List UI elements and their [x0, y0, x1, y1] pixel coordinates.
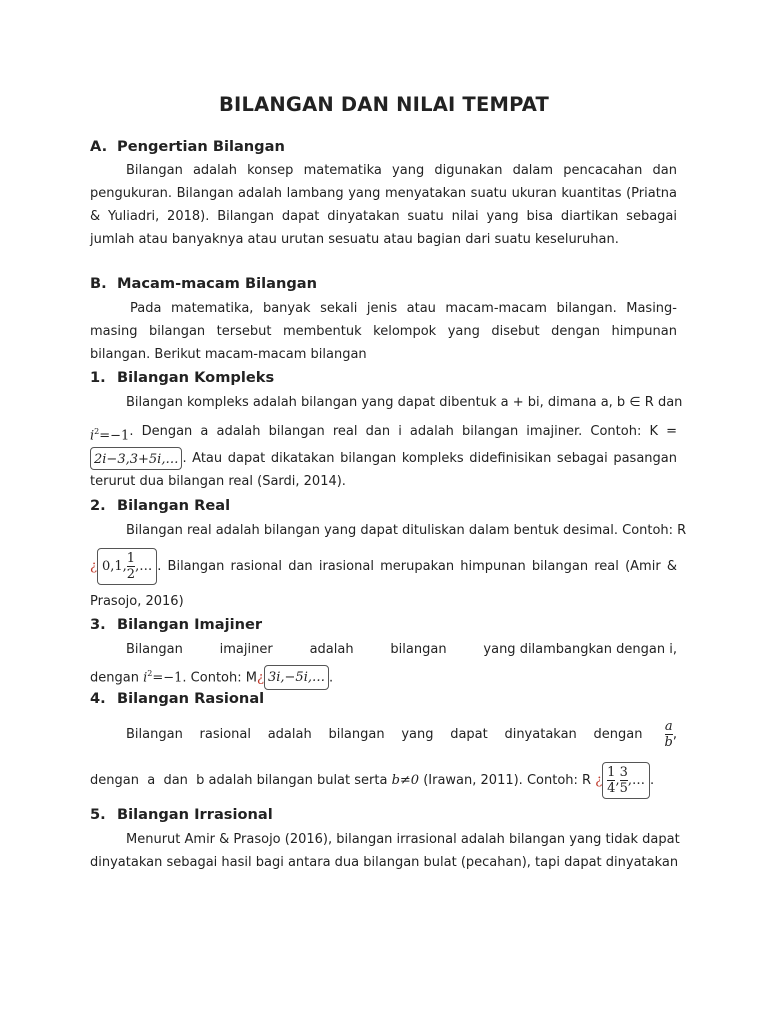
- kompleks-line-3-text: . Atau dapat dikatakan bilangan kompleks didefinisikan sebagai pasangan: [182, 451, 677, 466]
- rasional-word-1: Bilangan: [126, 726, 183, 742]
- real-frac-num: 1: [126, 550, 136, 566]
- item-kompleks-heading: [90, 369, 274, 386]
- item-kompleks-title: Bilangan Kompleks: [117, 369, 275, 386]
- real-line-2-text: . Bilangan rasional dan irasional merupakan himpunan bilangan real (Amir &: [157, 558, 677, 574]
- rasional-word-3: adalah: [267, 726, 312, 742]
- section-b-paragraph: Pada matematika, banyak sekali jenis atau macam-macam bilangan. Masing-masing bilangan tersebut membentuk kelompok yang disebut dengan himpunan bilangan. Berikut macam-macam bilangan: [90, 301, 677, 362]
- section-a-title: Pengertian Bilangan: [117, 138, 285, 155]
- real-line-1: Bilangan real adalah bilangan yang dapat dituliskan dalam bentuk desimal. Contoh: R: [126, 523, 687, 538]
- section-a-label: A.: [90, 138, 108, 155]
- rasional-f1-num: 1: [607, 764, 616, 780]
- rasional-comma: ,: [672, 726, 677, 742]
- section-b-heading: [90, 275, 317, 292]
- rasional-word-6: dapat: [450, 726, 488, 742]
- rasional-citation: (Irawan, 2011). Contoh: R: [419, 772, 596, 788]
- rasional-words: [126, 723, 665, 746]
- item-real-heading: [90, 497, 230, 514]
- imajiner-eq-base: i: [143, 670, 148, 686]
- imajiner-word-5: yang dilambangkan dengan i,: [483, 642, 677, 657]
- item-real-title: Bilangan Real: [117, 497, 231, 514]
- document-title: BILANGAN DAN NILAI TEMPAT: [218, 93, 550, 116]
- rasional-frac-num: a: [664, 718, 673, 734]
- item-imajiner-heading: [90, 616, 262, 633]
- rasional-f2-num: 3: [619, 764, 628, 780]
- real-set: [97, 548, 157, 585]
- imajiner-line-2-pre: dengan: [90, 670, 144, 686]
- item-irasional-number: 5.: [90, 806, 106, 823]
- real-line-2: [90, 546, 677, 586]
- kompleks-eq-sup: 2: [94, 427, 100, 436]
- section-b-label: B.: [90, 275, 107, 292]
- kompleks-line-1: Bilangan kompleks adalah bilangan yang dapat dibentuk a + bi, dimana a, b ∈ R dan: [126, 395, 683, 410]
- rasional-word-2: rasional: [199, 726, 251, 742]
- section-b-title: Macam-macam Bilangan: [117, 275, 318, 292]
- imajiner-eq-sup: 2: [147, 669, 153, 678]
- rasional-line-1: [90, 714, 677, 754]
- rasional-word-4: bilangan: [328, 726, 385, 742]
- imajiner-contoh: . Contoh: M: [182, 670, 257, 686]
- item-imajiner-title: Bilangan Imajiner: [117, 616, 263, 633]
- real-line-3: Prasojo, 2016): [90, 594, 184, 609]
- rasional-word-5: yang: [401, 726, 434, 742]
- imajiner-word-3: adalah: [309, 642, 354, 657]
- rasional-word-7: dinyatakan: [504, 726, 577, 742]
- item-irasional-title: Bilangan Irrasional: [117, 806, 273, 823]
- irasional-line-2: dinyatakan sebagai hasil bagi antara dua bilangan bulat (pecahan), tapi dapat dinyatakan: [90, 855, 679, 870]
- kompleks-line-3: [90, 447, 677, 470]
- imajiner-word-2: imajiner: [219, 642, 273, 657]
- item-kompleks-number: 1.: [90, 369, 106, 386]
- rasional-line-2-text: dengan a dan b adalah bilangan bulat serta: [90, 772, 392, 788]
- rasional-f2-den: 5: [619, 780, 628, 796]
- item-irasional-heading: [90, 806, 273, 823]
- rasional-marker: ¿: [595, 772, 603, 788]
- rasional-set-post: ,…: [627, 772, 646, 788]
- imajiner-line-2: [90, 662, 677, 685]
- kompleks-set: 2i−3,3+5i,…: [90, 447, 182, 470]
- rasional-condition: b≠0: [391, 772, 420, 788]
- item-real-number: 2.: [90, 497, 106, 514]
- kompleks-line-4: terurut dua bilangan real (Sardi, 2014).: [90, 474, 346, 489]
- rasional-frac-2: [620, 765, 628, 796]
- irasional-line-1: Menurut Amir & Prasojo (2016), bilangan irrasional adalah bilangan yang tidak dapat: [126, 832, 680, 847]
- rasional-end: .: [650, 772, 655, 788]
- real-set-post: ,…: [135, 558, 153, 574]
- kompleks-line-2: [90, 420, 677, 443]
- real-marker: ¿: [90, 558, 97, 574]
- rasional-frac-den: b: [664, 734, 673, 750]
- rasional-set: $\frac{1}{4}$ , $\frac{3}{5}$ ,…: [602, 762, 650, 799]
- rasional-word-8: dengan: [593, 726, 643, 742]
- imajiner-end: .: [328, 670, 334, 686]
- item-rasional-number: 4.: [90, 690, 106, 707]
- rasional-fraction-ab: [665, 719, 673, 750]
- kompleks-eq-base: i: [90, 428, 95, 444]
- section-a-paragraph: Bilangan adalah konsep matematika yang digunakan dalam pencacahan dan pengukuran. Bilangan adalah lambang yang menyatakan suatu ukuran kuantitas (Priatna & Yuliadri, 2018). Bilangan dapat dinyatakan suatu nilai yang bisa diartikan sebagai jumlah atau banyaknya atau urutan sesuatu atau bagian dari suatu keseluruhan.: [90, 163, 677, 247]
- imajiner-line-1: [90, 638, 677, 661]
- kompleks-equation: [90, 420, 129, 443]
- imajiner-marker: ¿: [256, 670, 264, 686]
- real-fraction: [127, 551, 135, 582]
- item-rasional-title: Bilangan Rasional: [117, 690, 265, 707]
- item-rasional-heading: [90, 690, 264, 707]
- rasional-line-2: [90, 760, 677, 800]
- rasional-f1-den: 4: [607, 780, 616, 796]
- imajiner-eq-rest: =−1: [152, 670, 183, 686]
- imajiner-word-4: bilangan: [390, 642, 447, 657]
- imajiner-word-1: Bilangan: [126, 642, 183, 657]
- imajiner-set: 3i,−5i,…: [264, 665, 329, 690]
- real-set-pre: 0,1,: [101, 558, 127, 574]
- kompleks-line-2-text: . Dengan a adalah bilangan real dan i adalah bilangan imajiner. Contoh: K =: [129, 424, 677, 439]
- section-a-heading: [90, 138, 285, 155]
- real-frac-den: 2: [126, 566, 136, 582]
- item-imajiner-number: 3.: [90, 616, 106, 633]
- kompleks-eq-rest: =−1: [99, 428, 130, 444]
